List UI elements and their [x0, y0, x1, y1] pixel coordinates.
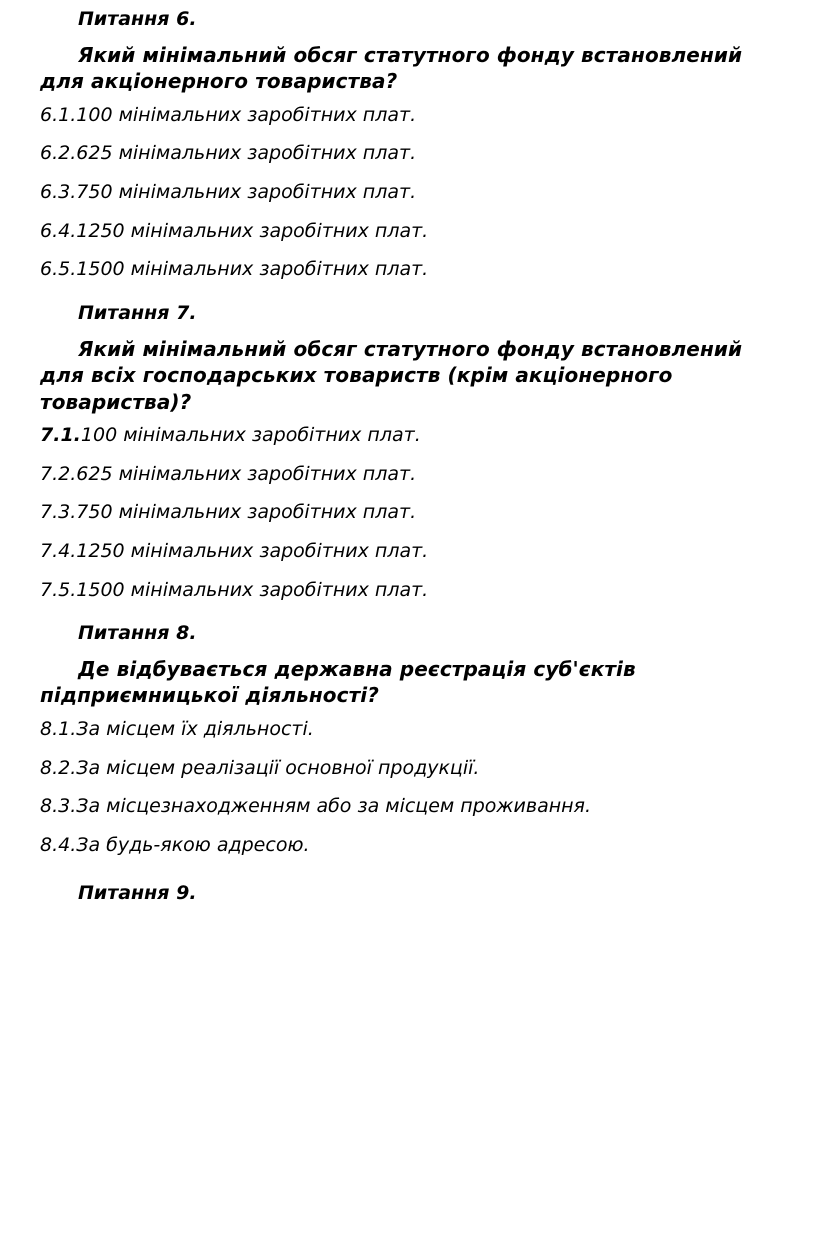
- answer-item: [40, 500, 776, 525]
- answer-item: [40, 794, 776, 819]
- answer-text: 625 мінімальних заробітних плат.: [76, 142, 417, 165]
- answer-number: 7.5.: [40, 578, 77, 601]
- answer-item: [40, 717, 776, 742]
- answer-item: [40, 833, 776, 858]
- question-text: Де відбувається державна реєстрація суб'єктів підприємницької діяльності?: [40, 657, 636, 708]
- answer-text: 625 мінімальних заробітних плат.: [76, 462, 417, 485]
- answer-text: За місцезнаходженням або за місцем проживання.: [76, 795, 592, 818]
- answer-item: [40, 103, 776, 128]
- question-heading: Питання 7.: [78, 301, 197, 324]
- question-text: Який мінімальний обсяг статутного фонду встановлений для акціонерного товариства?: [40, 42, 743, 94]
- answer-item: [40, 180, 776, 205]
- answer-item: [40, 756, 776, 781]
- answer-number: 7.2.: [40, 462, 77, 485]
- answer-text: За місцем їх діяльності.: [76, 717, 314, 740]
- answer-text: 1250 мінімальних заробітних плат.: [76, 219, 429, 242]
- answer-item: [40, 578, 776, 603]
- block-spacer: [40, 872, 776, 882]
- answer-text: 750 мінімальних заробітних плат.: [76, 501, 417, 524]
- answer-item: [40, 257, 776, 282]
- answer-number: 6.3.: [40, 180, 77, 203]
- question-block: [40, 302, 776, 602]
- answer-item: [40, 539, 776, 564]
- question-heading: Питання 9.: [78, 881, 197, 904]
- question-block: [40, 8, 776, 282]
- answer-number: 8.3.: [40, 795, 77, 818]
- answer-item: [40, 141, 776, 166]
- question-block: [40, 622, 776, 857]
- answer-item: [40, 219, 776, 244]
- answer-text: 1250 мінімальних заробітних плат.: [76, 539, 429, 562]
- answer-text: За місцем реалізації основної продукції.: [76, 756, 480, 779]
- answer-number: 6.4.: [40, 219, 77, 242]
- answer-item: [40, 462, 776, 487]
- question-text: Який мінімальний обсяг статутного фонду встановлений для всіх господарських товариств (крім акціонерного товариства)?: [40, 336, 743, 414]
- answer-number: 7.4.: [40, 539, 77, 562]
- answer-number: 8.2.: [40, 756, 77, 779]
- answer-number: 6.1.: [40, 103, 77, 126]
- answer-number: 7.3.: [40, 501, 77, 524]
- answer-text: 1500 мінімальних заробітних плат.: [76, 578, 429, 601]
- answer-text: 100 мінімальних заробітних плат.: [76, 103, 417, 126]
- question-heading: Питання 8.: [78, 622, 197, 645]
- answer-item: [40, 423, 776, 448]
- answer-text: 750 мінімальних заробітних плат.: [76, 180, 417, 203]
- answer-text: За будь-якою адресою.: [76, 833, 310, 856]
- answer-text: 100 мінімальних заробітних плат.: [80, 423, 421, 446]
- answer-number: 8.1.: [40, 717, 77, 740]
- answer-number: 8.4.: [40, 833, 77, 856]
- answer-number: 6.2.: [40, 142, 77, 165]
- question-block: [40, 882, 776, 906]
- answer-text: 1500 мінімальних заробітних плат.: [76, 258, 429, 281]
- answer-number: 7.1.: [40, 423, 81, 446]
- question-heading: Питання 6.: [78, 8, 197, 30]
- answer-number: 6.5.: [40, 258, 77, 281]
